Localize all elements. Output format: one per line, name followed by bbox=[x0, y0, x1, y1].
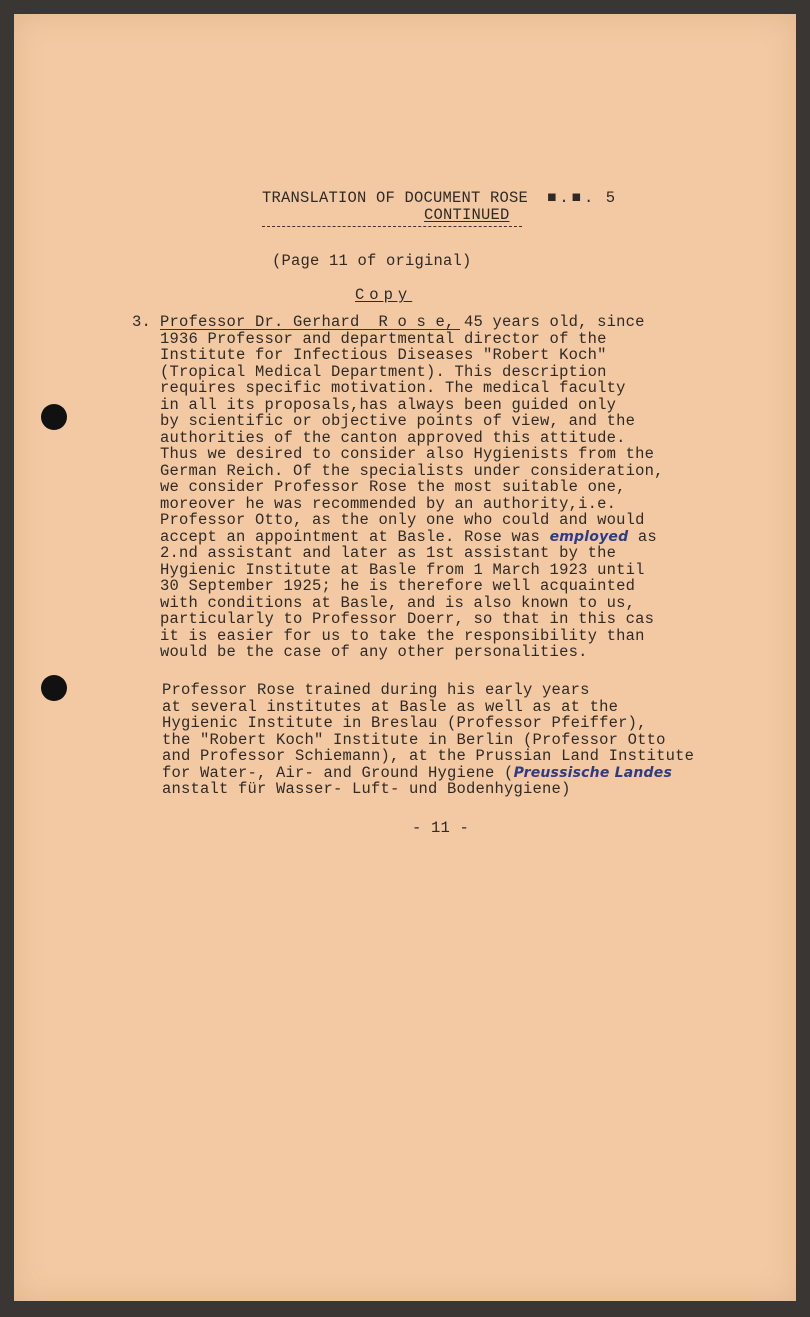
header-title: TRANSLATION OF DOCUMENT ROSE ■.■. 5 bbox=[262, 189, 616, 207]
copy-label: Copy bbox=[355, 286, 413, 304]
punch-hole-top bbox=[41, 404, 67, 430]
handwritten-employed: employed bbox=[549, 528, 629, 545]
punch-hole-bottom bbox=[41, 675, 67, 701]
page-number: - 11 - bbox=[412, 819, 470, 837]
paragraph-1: 3. bbox=[132, 313, 152, 331]
header-continued: CONTINUED bbox=[424, 206, 510, 224]
page-reference: (Page 11 of original) bbox=[272, 252, 472, 270]
header-rule bbox=[262, 226, 522, 227]
handwritten-preussische: Preussische Landes bbox=[513, 764, 672, 781]
paragraph-2: Professor Rose trained during his early years at several institutes at Basle as well as at the Hygienic Institute in Breslau (Professor Pfeiffer), the "Robert Koch" Institute in Berlin (Professor Otto and Professor Schiemann), at the Prussian Land Institute for Water-, Air- and Ground Hygiene (Preussische Landes anstalt für Wasser- Luft- und Bodenhygiene) bbox=[162, 681, 695, 798]
document-page bbox=[14, 14, 796, 1301]
underline-name bbox=[160, 314, 620, 331]
paragraph-1-body: Professor Dr. Gerhard R o s e, 45 years old, since 1936 Professor and departmental director of the Institute for Infectious Diseases "Robert Koch" (Tropical Medical Department). This description requires specific motivation. The medical faculty in all its proposals,has always been guided only by scientific or objective points of view, and the authorities of the canton approved this attitude. Thus we desired to consider also Hygienists from the German Reich. Of the specialists under consideration, we consider Professor Rose the most suitable one, moreover he was recommended by an authority,i.e. Professor Otto, as the only one who could and would accept an appointment at Basle. Rose was employed as 2.nd assistant and later as 1st assistant by the Hygienic Institute at Basle from 1 March 1923 until 30 September 1925; he is therefore well acquainted with conditions at Basle, and is also known to us, particularly to Professor Doerr, so that in this cas it is easier for us to take the responsibility than would be the case of any other personalities. bbox=[160, 313, 664, 661]
